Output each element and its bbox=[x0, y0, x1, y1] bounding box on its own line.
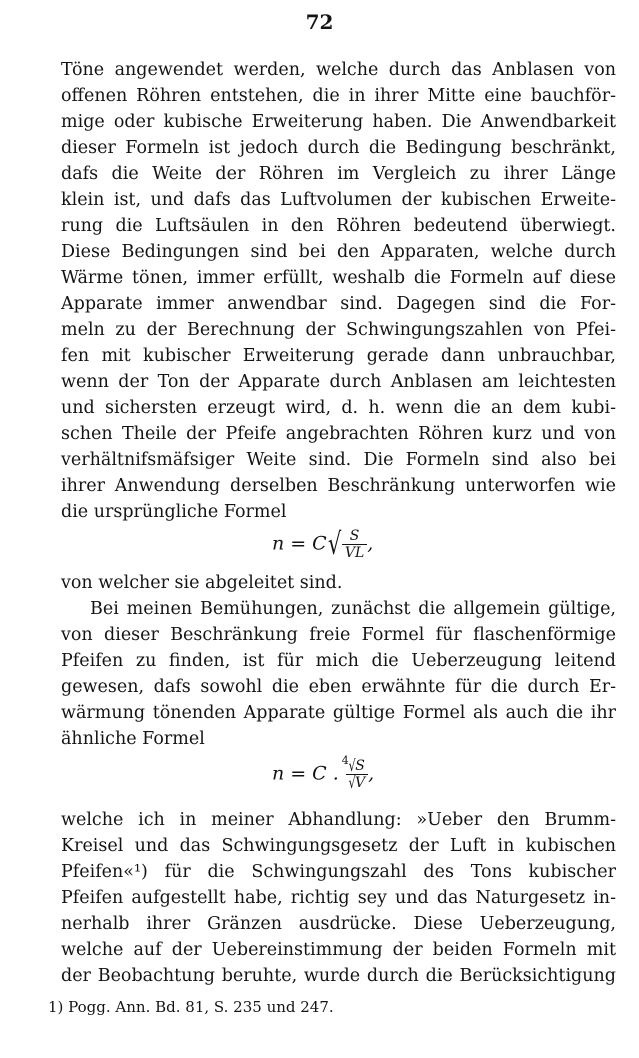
text-line: welche auf der Uebereinstimmung der beiden Formeln mit bbox=[61, 940, 616, 960]
radical-sign: √ bbox=[348, 756, 356, 775]
text-line: rung die Luftsäulen in den Röhren bedeutend überwiegt. bbox=[61, 216, 616, 236]
formula-lhs: n bbox=[272, 762, 285, 785]
formula-1 bbox=[272, 527, 373, 562]
text-line: Diese Bedingungen sind bei den Apparaten, welche durch bbox=[61, 242, 616, 262]
formula-2 bbox=[272, 753, 375, 792]
footnote: 1) Pogg. Ann. Bd. 81, S. 235 und 247. bbox=[48, 998, 334, 1016]
text-line: verhältnifsmäfsiger Weite sind. Die Formeln sind also bei bbox=[61, 450, 616, 470]
text-line: Bei meinen Bemühungen, zunächst die allgemein gültige, bbox=[90, 599, 616, 619]
text-line: dieser Formeln ist jedoch durch die Bedingung beschränkt, bbox=[61, 138, 616, 158]
text-line: ihrer Anwendung derselben Beschränkung unterworfen wie bbox=[61, 476, 616, 496]
formula-equals: = bbox=[290, 762, 307, 785]
radical-sign: √ bbox=[348, 773, 356, 792]
text-line: schen Theile der Pfeife angebrachten Röhren kurz und von bbox=[61, 424, 616, 444]
text-line: welche ich in meiner Abhandlung: »Ueber den Brumm- bbox=[61, 810, 616, 830]
text-line: Töne angewendet werden, welche durch das Anblasen von bbox=[61, 60, 616, 80]
text-line: meln zu der Berechnung der Schwingungszahlen von Pfei- bbox=[61, 320, 616, 340]
text-line: Kreisel und das Schwingungsgesetz der Luft in kubischen bbox=[61, 836, 616, 856]
formula-coefficient: C bbox=[312, 532, 327, 555]
text-line: offenen Röhren entstehen, die in ihrer Mitte eine bauchför- bbox=[61, 86, 616, 106]
denominator-text: V bbox=[355, 775, 366, 791]
root-index: 4 bbox=[341, 753, 349, 767]
text-line: ähnliche Formel bbox=[61, 729, 205, 749]
text-line: wenn der Ton der Apparate durch Anblasen am leichtesten bbox=[61, 372, 616, 392]
text-line: und sichersten erzeugt wird, d. h. wenn die an dem kubi- bbox=[61, 398, 616, 418]
formula-fraction bbox=[346, 758, 368, 791]
formula-coefficient: C . bbox=[312, 762, 339, 785]
formula-trail: , bbox=[368, 762, 375, 785]
text-line: fen mit kubischer Erweiterung gerade dann unbrauchbar, bbox=[61, 346, 616, 366]
text-line: Pfeifen aufgestellt habe, richtig sey und das Naturgesetz in- bbox=[61, 888, 616, 908]
text-line: nerhalb ihrer Gränzen ausdrücke. Diese Ueberzeugung, bbox=[61, 914, 616, 934]
text-line: Wärme tönen, immer erfüllt, weshalb die Formeln auf diese bbox=[61, 268, 616, 288]
formula-lhs: n bbox=[272, 532, 285, 555]
text-line: die ursprüngliche Formel bbox=[61, 502, 287, 522]
fraction-numerator: S bbox=[342, 528, 367, 545]
formula-fraction bbox=[342, 528, 367, 561]
text-line: von dieser Beschränkung freie Formel für flaschenförmige bbox=[61, 625, 616, 645]
text-line: der Beobachtung beruhte, wurde durch die Berücksichtigung bbox=[61, 966, 616, 986]
formula-trail: , bbox=[367, 532, 374, 555]
radical-sign: √ bbox=[327, 527, 341, 562]
numerator-text: S bbox=[355, 758, 365, 774]
text-line: klein ist, und dafs das Luftvolumen der kubischen Erweite- bbox=[61, 190, 616, 210]
fraction-denominator: VL bbox=[344, 545, 365, 561]
text-line: mige oder kubische Erweiterung haben. Die Anwendbarkeit bbox=[61, 112, 616, 132]
text-line: Pfeifen zu finden, ist für mich die Ueberzeugung leitend bbox=[61, 651, 616, 671]
text-line: dafs die Weite der Röhren im Vergleich zu ihrer Länge bbox=[61, 164, 616, 184]
text-line: Apparate immer anwendbar sind. Dagegen sind die For- bbox=[61, 294, 616, 314]
text-line: von welcher sie abgeleitet sind. bbox=[61, 573, 343, 593]
text-line: wärmung tönenden Apparate gültige Formel als auch die ihr bbox=[61, 703, 616, 723]
fraction-denominator bbox=[346, 775, 368, 791]
formula-equals: = bbox=[290, 532, 307, 555]
text-line: gewesen, dafs sowohl die eben erwähnte für die durch Er- bbox=[61, 677, 616, 697]
page-number: 72 bbox=[305, 10, 334, 34]
text-line: Pfeifen«¹) für die Schwingungszahl des Tons kubischer bbox=[61, 862, 616, 882]
